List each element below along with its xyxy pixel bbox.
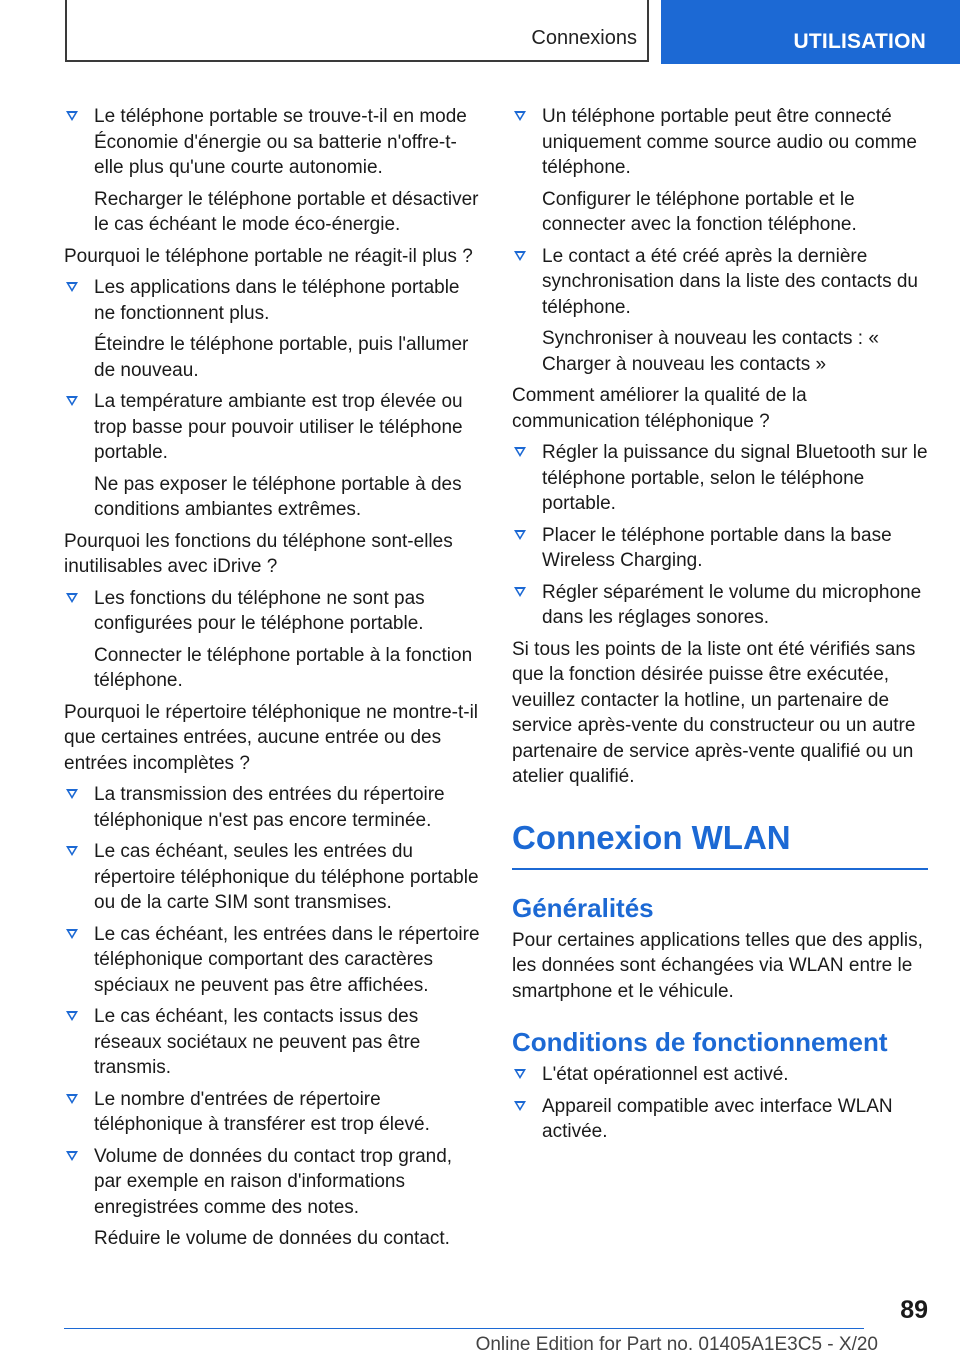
cause-text: La transmission des entrées du répertoire téléphonique n'est pas encore terminée. (94, 784, 445, 831)
cause-text: La température ambiante est trop élevée ou trop basse pour pouvoir utiliser le téléphone portable. (94, 391, 463, 463)
chapter-tab (661, 0, 960, 64)
cause-text: Le cas échéant, les entrées dans le répertoire téléphonique comportant des caractères spéciaux ne peuvent pas être affichées. (94, 923, 480, 996)
triangle-bullet-icon (514, 447, 526, 457)
condition-text: L'état opérationnel est activé. (542, 1064, 789, 1085)
triangle-bullet-icon (514, 1101, 526, 1111)
list-item (64, 839, 480, 916)
list-item (64, 1087, 480, 1138)
condition-text: Appareil compatible avec interface WLAN activée. (542, 1095, 893, 1142)
cause-text: Volume de données du contact trop grand, par exemple en raison d'informations enregistrées comme des notes. (94, 1145, 453, 1218)
list-item (64, 782, 480, 833)
triangle-bullet-icon (66, 1094, 78, 1104)
remedy-text: Recharger le téléphone portable et désactiver le cas échéant le mode éco-énergie. (94, 188, 479, 235)
left-column (64, 104, 480, 1258)
triangle-bullet-icon (66, 1151, 78, 1161)
section-heading-wlan: Connexion WLAN (512, 818, 928, 870)
remedy-text: Éteindre le téléphone portable, puis l'allumer de nouveau. (94, 334, 469, 381)
cause-text: Régler la puissance du signal Bluetooth sur le téléphone portable, selon le téléphone portable. (542, 442, 928, 514)
remedy-text: Réduire le volume de données du contact. (94, 1228, 450, 1249)
triangle-bullet-icon (66, 846, 78, 856)
list-item (64, 586, 480, 637)
remedy-text: Configurer le téléphone portable et le connecter avec la fonction téléphone. (542, 188, 857, 235)
triangle-bullet-icon (66, 111, 78, 121)
list-item (512, 244, 928, 321)
question-heading: Pourquoi le téléphone portable ne réagit-il plus ? (64, 245, 473, 267)
cause-text: Un téléphone portable peut être connecté uniquement comme source audio ou comme téléphone. (542, 106, 917, 178)
list-item (64, 1004, 480, 1081)
subheading-conditions: Conditions de fonctionnement (512, 1027, 888, 1057)
remedy-text: Synchroniser à nouveau les contacts : « Charger à nouveau les contacts » (542, 328, 879, 375)
cause-text: Le nombre d'entrées de répertoire téléphonique à transférer est trop élevé. (94, 1088, 430, 1135)
list-item (512, 1062, 928, 1088)
triangle-bullet-icon (514, 587, 526, 597)
list-item (512, 523, 928, 574)
cause-text: Les fonctions du téléphone ne sont pas configurées pour le téléphone portable. (94, 587, 425, 634)
triangle-bullet-icon (66, 396, 78, 406)
list-item (512, 104, 928, 181)
triangle-bullet-icon (66, 282, 78, 292)
question-heading: Pourquoi les fonctions du téléphone sont-elles inutilisables avec iDrive ? (64, 530, 453, 577)
triangle-bullet-icon (66, 593, 78, 603)
cause-text: Les applications dans le téléphone portable ne fonctionnent plus. (94, 277, 460, 324)
section-title: Connexions (531, 27, 637, 49)
triangle-bullet-icon (514, 1069, 526, 1079)
triangle-bullet-icon (66, 1011, 78, 1021)
remedy-text: Ne pas exposer le téléphone portable à des conditions ambiantes extrêmes. (94, 473, 462, 520)
subheading-general: Généralités (512, 892, 654, 923)
page-number: 89 (900, 1296, 928, 1324)
cause-text: Régler séparément le volume du microphone dans les réglages sonores. (542, 581, 922, 628)
remedy-text: Connecter le téléphone portable à la fonction téléphone. (94, 644, 473, 691)
cause-text: Le contact a été créé après la dernière synchronisation dans la liste des contacts du téléphone. (542, 245, 918, 318)
triangle-bullet-icon (514, 111, 526, 121)
chapter-tab-label: UTILISATION (793, 30, 926, 53)
list-item (64, 104, 480, 181)
question-heading: Pourquoi le répertoire téléphonique ne montre-t-il que certaines entrées, aucune entrée ou des entrées incomplètes ? (64, 701, 479, 774)
list-item (512, 1094, 928, 1145)
list-item (512, 580, 928, 631)
closing-note: Si tous les points de la liste ont été vérifiés sans que la fonction désirée puisse être exécutée, veuillez contacter la hotline, un partenaire de service après-vente du constructeur ou un autre partenaire de service après-vente qualifié ou un atelier qualifié. (512, 638, 916, 787)
cause-text: Le cas échéant, seules les entrées du répertoire téléphonique du téléphone portable ou de la carte SIM sont transmises. (94, 841, 479, 913)
list-item (512, 440, 928, 517)
triangle-bullet-icon (514, 530, 526, 540)
right-column (512, 104, 928, 1151)
question-heading: Comment améliorer la qualité de la communication téléphonique ? (512, 385, 807, 432)
page-header (0, 0, 960, 66)
general-text: Pour certaines applications telles que des applis, les données sont échangées via WLAN entre le smartphone et le véhicule. (512, 929, 923, 1002)
cause-text: Le cas échéant, les contacts issus des réseaux sociétaux ne peuvent pas être transmis. (94, 1006, 421, 1078)
triangle-bullet-icon (514, 251, 526, 261)
footer-divider (64, 1328, 864, 1329)
edition-text: Online Edition for Part no. 01405A1E3C5 - X/20 (475, 1334, 878, 1355)
triangle-bullet-icon (66, 789, 78, 799)
list-item (64, 1144, 480, 1221)
list-item (64, 922, 480, 999)
triangle-bullet-icon (66, 929, 78, 939)
section-header-box (65, 0, 649, 62)
cause-text: Le téléphone portable se trouve-t-il en mode Économie d'énergie ou sa batterie n'offre-t-elle plus qu'une courte autonomie. (94, 106, 467, 178)
list-item (64, 389, 480, 466)
cause-text: Placer le téléphone portable dans la base Wireless Charging. (542, 524, 892, 571)
list-item (64, 275, 480, 326)
